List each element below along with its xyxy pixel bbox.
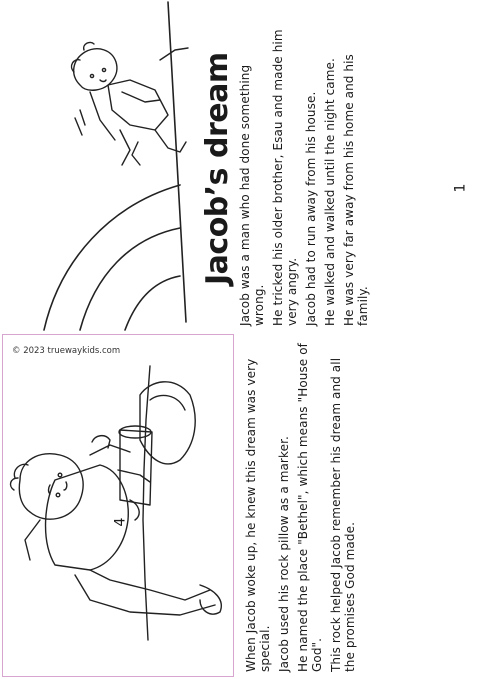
story-paragraph: Jacob used his rock pillow as a marker. bbox=[277, 436, 291, 672]
story-paragraph: He was very far away from his home and his family. bbox=[342, 54, 370, 326]
story-paragraph: He named the place "Bethel", which means "House of God". bbox=[296, 343, 324, 672]
story-paragraph: Jacob was a man who had done something wrong. bbox=[238, 64, 266, 326]
story-paragraph: This rock helped Jacob remember his dream and all the promises God made. bbox=[329, 357, 357, 672]
story-paragraph: When Jacob woke up, he knew this dream was very special. bbox=[244, 358, 272, 672]
jacob-running-icon bbox=[60, 30, 200, 180]
page-number-left: 4 bbox=[112, 517, 129, 527]
story-paragraph: He walked and walked until the night came. bbox=[323, 58, 337, 326]
right-story-text bbox=[238, 26, 375, 326]
page-number-right: 1 bbox=[452, 183, 469, 193]
copyright-text: © 2023 truewaykids.com bbox=[12, 346, 121, 356]
story-paragraph: Jacob had to run away from his house. bbox=[304, 91, 318, 326]
story-paragraph: He tricked his older brother, Esau and made him very angry. bbox=[271, 29, 299, 326]
left-story-text bbox=[244, 342, 362, 672]
page-title: Jacob’s dream bbox=[200, 52, 235, 285]
